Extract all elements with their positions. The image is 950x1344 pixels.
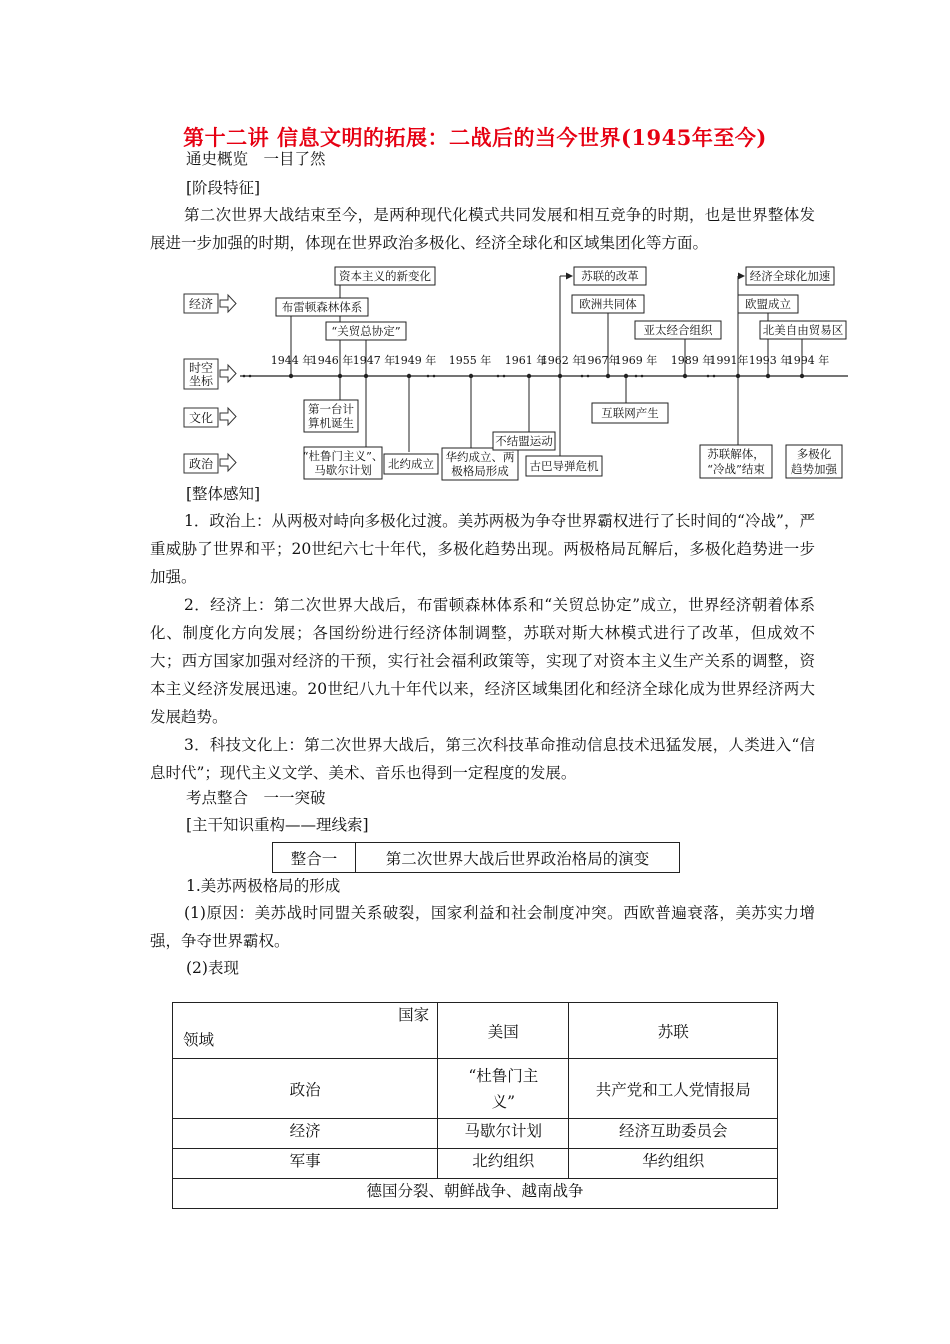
table-us-line2: 义”	[491, 1092, 515, 1111]
time-arrow-icon	[220, 365, 236, 382]
table-field-cell: 军事	[173, 1149, 438, 1179]
table-us-cell: 北约组织	[438, 1149, 569, 1179]
row-label-culture: 文化	[188, 411, 214, 425]
row-label-economy: 经济	[188, 297, 214, 311]
section1-heading: 1.美苏两极格局的形成	[186, 877, 341, 895]
overall-item-economy: 2．经济上：第二次世界大战后，布雷顿森林体系和“关贸总协定”成立，世界经济朝着体系化、制度化方向发展；各国纷纷进行经济体制调整，苏联对斯大林模式进行了改革，但成效不大；西方国家加强对经济的干预，实行社会福利政策等，实现了对资本主义生产关系的调整，资本主义经济发展迅速。20世纪八九十年代以来，经济区域集团化和经济全球化成为世界经济两大发展趋势。	[150, 596, 815, 726]
year-label: 1962 年	[540, 354, 584, 367]
stage-features-heading: [阶段特征]	[186, 179, 261, 197]
event-warsaw-2: 极格局形成	[451, 464, 509, 478]
event-truman-2: 马歇尔计划	[314, 463, 372, 477]
overall-item-tech: 3．科技文化上：第二次世界大战后，第三次科技革命推动信息技术迅猛发展，人类进入“信息时代”；现代主义文学、美术、音乐也得到一定程度的发展。	[150, 736, 815, 782]
year-label: 1944 年	[270, 354, 314, 367]
event-computer-1: 第一台计	[308, 402, 354, 416]
row-label-politics: 政治	[188, 457, 214, 471]
table-ussr-cell: 华约组织	[569, 1149, 778, 1179]
table-corner-bottom: 领域	[183, 1031, 215, 1049]
table-corner-top: 国家	[398, 1006, 430, 1024]
table-header-us: 美国	[438, 1003, 569, 1059]
table-row	[173, 1059, 778, 1119]
event-globalization: 经济全球化加速	[749, 269, 831, 283]
row-label-time-2: 坐标	[188, 374, 214, 388]
event-multipolar-2: 趋势加强	[791, 462, 837, 476]
table-ussr-cell: 共产党和工人党情报局	[569, 1059, 778, 1119]
year-label: 1955 年	[448, 354, 492, 367]
table-ussr-cell: 经济互助委员会	[569, 1119, 778, 1149]
event-nato: 北约成立	[388, 457, 434, 471]
event-warsaw-1: 华约成立、两	[445, 450, 515, 464]
year-label: 1947 年	[352, 354, 396, 367]
page-title: 第十二讲 信息文明的拓展：二战后的当今世界(1945年至今)	[183, 125, 767, 150]
overall-item-politics: 1．政治上：从两极对峙向多极化过渡。美苏两极为争夺世界霸权进行了长时间的“冷战”，严重威胁了世界和平；20世纪六七十年代，多极化趋势出现。两极格局瓦解后，多极化趋势进一步加强。	[150, 512, 815, 586]
table-field-cell: 经济	[173, 1119, 438, 1149]
table-field-cell: 政治	[173, 1059, 438, 1119]
year-label: 1967年	[580, 354, 620, 367]
timeline-diagram	[180, 262, 850, 484]
row-label-time-1: 时空	[188, 361, 214, 375]
event-nafta: 北美自由贸易区	[762, 323, 844, 337]
event-eec: 欧洲共同体	[579, 297, 637, 311]
section1-cause: (1)原因：美苏战时同盟关系破裂，国家利益和社会制度冲突。西欧普遍衰落，美苏实力增强，争夺世界霸权。	[150, 904, 815, 950]
year-label: 1989 年	[670, 354, 714, 367]
stage-features-text: 第二次世界大战结束至今，是两种现代化模式共同发展和相互竞争的时期，也是世界整体发展进一步加强的时期，体现在世界政治多极化、经济全球化和区域集团化等方面。	[150, 206, 815, 252]
year-label: 1961 年	[504, 354, 548, 367]
table-row	[173, 1149, 778, 1179]
event-nam: 不结盟运动	[495, 434, 553, 448]
table-corner-cell	[173, 1003, 438, 1059]
economy-arrow-icon	[220, 295, 236, 312]
event-ussr-2: “冷战”结束	[707, 462, 765, 476]
event-computer-2: 算机诞生	[308, 416, 354, 430]
table-us-cell	[438, 1059, 569, 1119]
year-label: 1949 年	[393, 354, 437, 367]
overview-heading: 通史概览 一目了然	[186, 150, 326, 168]
event-cuba: 古巴导弹危机	[529, 459, 599, 473]
event-ussr-1: 苏联解体，	[707, 447, 765, 461]
politics-arrow-icon	[220, 454, 236, 471]
culture-arrow-icon	[220, 408, 236, 425]
table-us-line1: “杜鲁门主	[468, 1066, 539, 1085]
event-eu: 欧盟成立	[745, 297, 791, 311]
table-us-cell: 马歇尔计划	[438, 1119, 569, 1149]
event-bretton-woods: 布雷顿森林体系	[281, 300, 363, 314]
section1-performance: (2)表现	[186, 959, 239, 977]
year-label: 1994 年	[786, 354, 830, 367]
integration-label: 整合一	[273, 843, 356, 872]
table-row	[173, 1119, 778, 1149]
integration-box	[272, 842, 680, 873]
year-label: 1991年	[709, 354, 749, 367]
main-knowledge-heading: [主干知识重构——理线索]	[186, 816, 369, 834]
event-gatt: “关贸总协定”	[331, 324, 401, 338]
event-internet: 互联网产生	[601, 406, 659, 420]
overall-heading: [整体感知]	[186, 485, 261, 503]
year-label: 1969 年	[614, 354, 658, 367]
event-truman-1: “杜鲁门主义”、	[302, 449, 384, 463]
table-row	[173, 1179, 778, 1209]
table-footer-cell: 德国分裂、朝鲜战争、越南战争	[173, 1179, 778, 1209]
exam-heading: 考点整合 一一突破	[186, 789, 326, 807]
table-header-ussr: 苏联	[569, 1003, 778, 1059]
event-capitalism-changes: 资本主义的新变化	[339, 269, 431, 283]
integration-topic: 第二次世界大战后世界政治格局的演变	[385, 849, 650, 868]
event-multipolar-1: 多极化	[796, 447, 832, 461]
year-label: 1993 年	[748, 354, 792, 367]
bipolar-table	[172, 1002, 778, 1209]
event-soviet-reform: 苏联的改革	[581, 269, 639, 283]
year-label: 1946 年	[310, 354, 354, 367]
event-apec: 亚太经合组织	[643, 323, 713, 337]
